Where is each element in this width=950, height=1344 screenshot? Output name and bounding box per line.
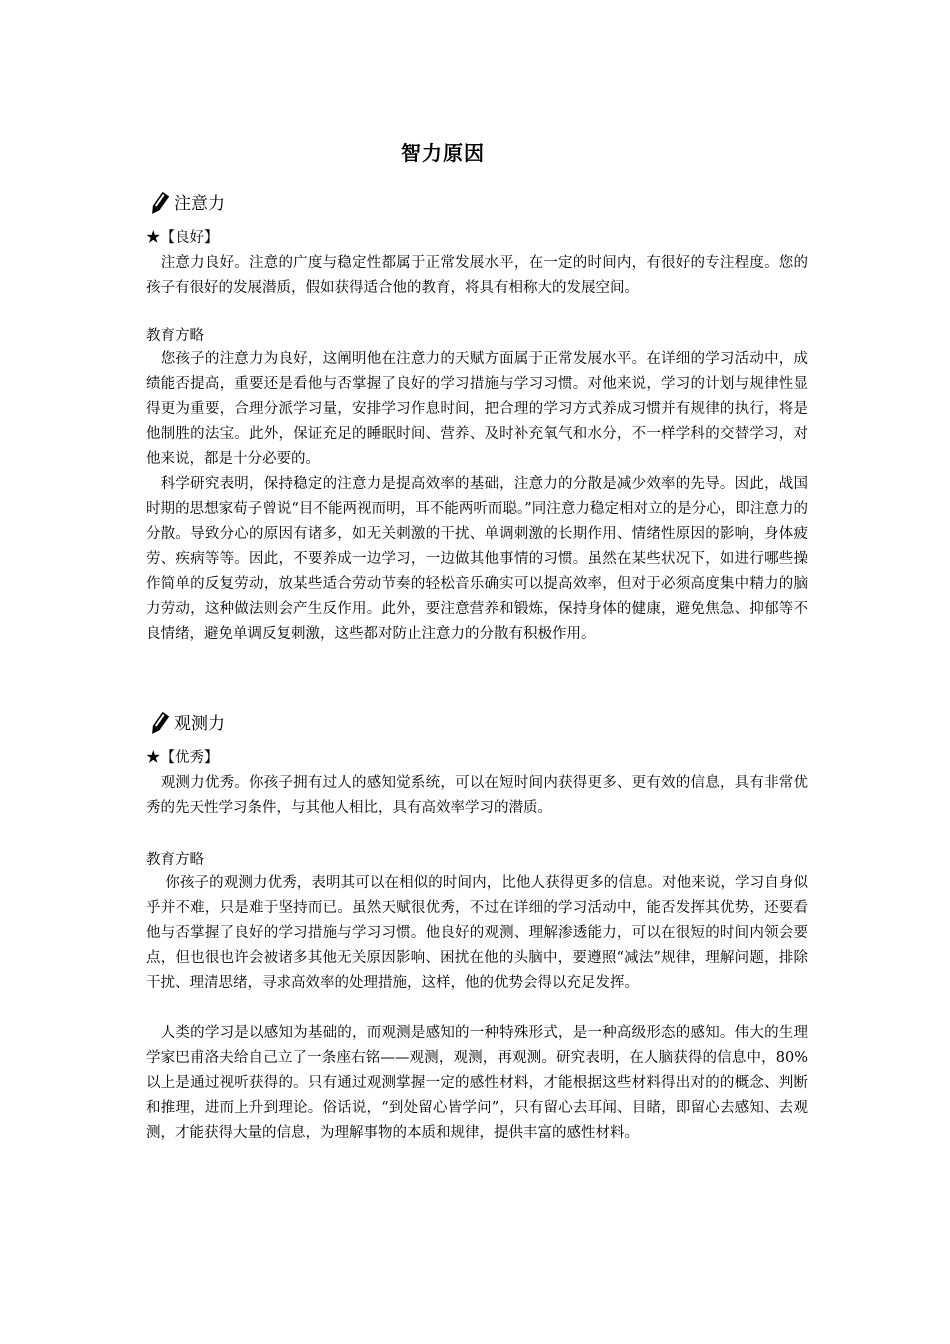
- summary-paragraph: 观测力优秀。你孩子拥有过人的感知觉系统，可以在短时间内获得更多、更有效的信息，具有非常优秀的先天性学习条件，与其他人相比，具有高效率学习的潜质。: [146, 775, 808, 816]
- pencil-icon: [146, 192, 172, 216]
- strategy-paragraph: 你孩子的观测力优秀，表明其可以在相似的时间内，比他人获得更多的信息。对他来说，学习自身似乎并不难，只是难于坚持而已。虽然天赋很优秀，不过在详细的学习活动中，能否发挥其优势，还要看他与否掌握了良好的学习措施与学习习惯。他良好的观测、理解渗透能力，可以在很短的时间内领会要点，但也很也许会被诸多其他无关原因影响、困扰在他的头脑中，要遵照“减法”规律，理解问题，排除干扰、理清思绪，寻求高效率的处理措施，这样，他的优势会得以充足发挥。: [146, 875, 808, 991]
- page-title: 智力原因: [401, 141, 485, 165]
- strategy-label: 教育方略: [146, 328, 204, 344]
- rating-badge: ★【良好】: [146, 230, 219, 246]
- section-heading-text: 注意力: [174, 194, 225, 214]
- strategy-label: 教育方略: [146, 852, 204, 868]
- section-heading-text: 观测力: [174, 714, 225, 734]
- strategy-paragraph: 科学研究表明，保持稳定的注意力是提高效率的基础，注意力的分散是减少效率的先导。因此，战国时期的思想家荀子曾说“目不能两视而明，耳不能两听而聪。”同注意力稳定相对立的是分心，即注意力的分散。导致分心的原因有诸多，如无关刺激的干扰、单调刺激的长期作用、情绪性原因的影响，身体疲劳、疾病等等。因此，不要养成一边学习，一边做其他事情的习惯。虽然在某些状况下，如进行哪些操作简单的反复劳动，放某些适合劳动节奏的轻松音乐确实可以提高效率，但对于必须高度集中精力的脑力劳动，这种做法则会产生反作用。此外，要注意营养和锻炼，保持身体的健康，避免焦急、抑郁等不良情绪，避免单调反复刺激，这些都对防止注意力的分散有积极作用。: [146, 476, 808, 642]
- section-heading-attention: [146, 192, 225, 216]
- summary-paragraph: 注意力良好。注意的广度与稳定性都属于正常发展水平，在一定的时间内，有很好的专注程度。您的孩子有很好的发展潜质，假如获得适合他的教育，将具有相称大的发展空间。: [146, 255, 808, 296]
- strategy-paragraph: 您孩子的注意力为良好，这阐明他在注意力的天赋方面属于正常发展水平。在详细的学习活动中，成绩能否提高，重要还是看他与否掌握了良好的学习措施与学习习惯。对他来说，学习的计划与规律性显得更为重要，合理分派学习量，安排学习作息时间，把合理的学习方式养成习惯并有规律的执行，将是他制胜的法宝。此外，保证充足的睡眠时间、营养、及时补充氧气和水分，不一样学科的交替学习，对他来说，都是十分必要的。: [146, 351, 808, 467]
- strategy-paragraph: 人类的学习是以感知为基础的，而观测是感知的一种特殊形式，是一种高级形态的感知。伟大的生理学家巴甫洛夫给自己立了一条座右铭——观测，观测，再观测。研究表明，在人脑获得的信息中，80%以上是通过视听获得的。只有通过观测掌握一定的感性材料，才能根据这些材料得出对的的概念、判断和推理，进而上升到理论。俗话说，“到处留心皆学问”，只有留心去耳闻、目睹，即留心去感知、去观测，才能获得大量的信息，为理解事物的本质和规律，提供丰富的感性材料。: [146, 1025, 808, 1141]
- pencil-icon: [146, 712, 172, 736]
- section-heading-observation: [146, 712, 225, 736]
- rating-badge: ★【优秀】: [146, 750, 219, 766]
